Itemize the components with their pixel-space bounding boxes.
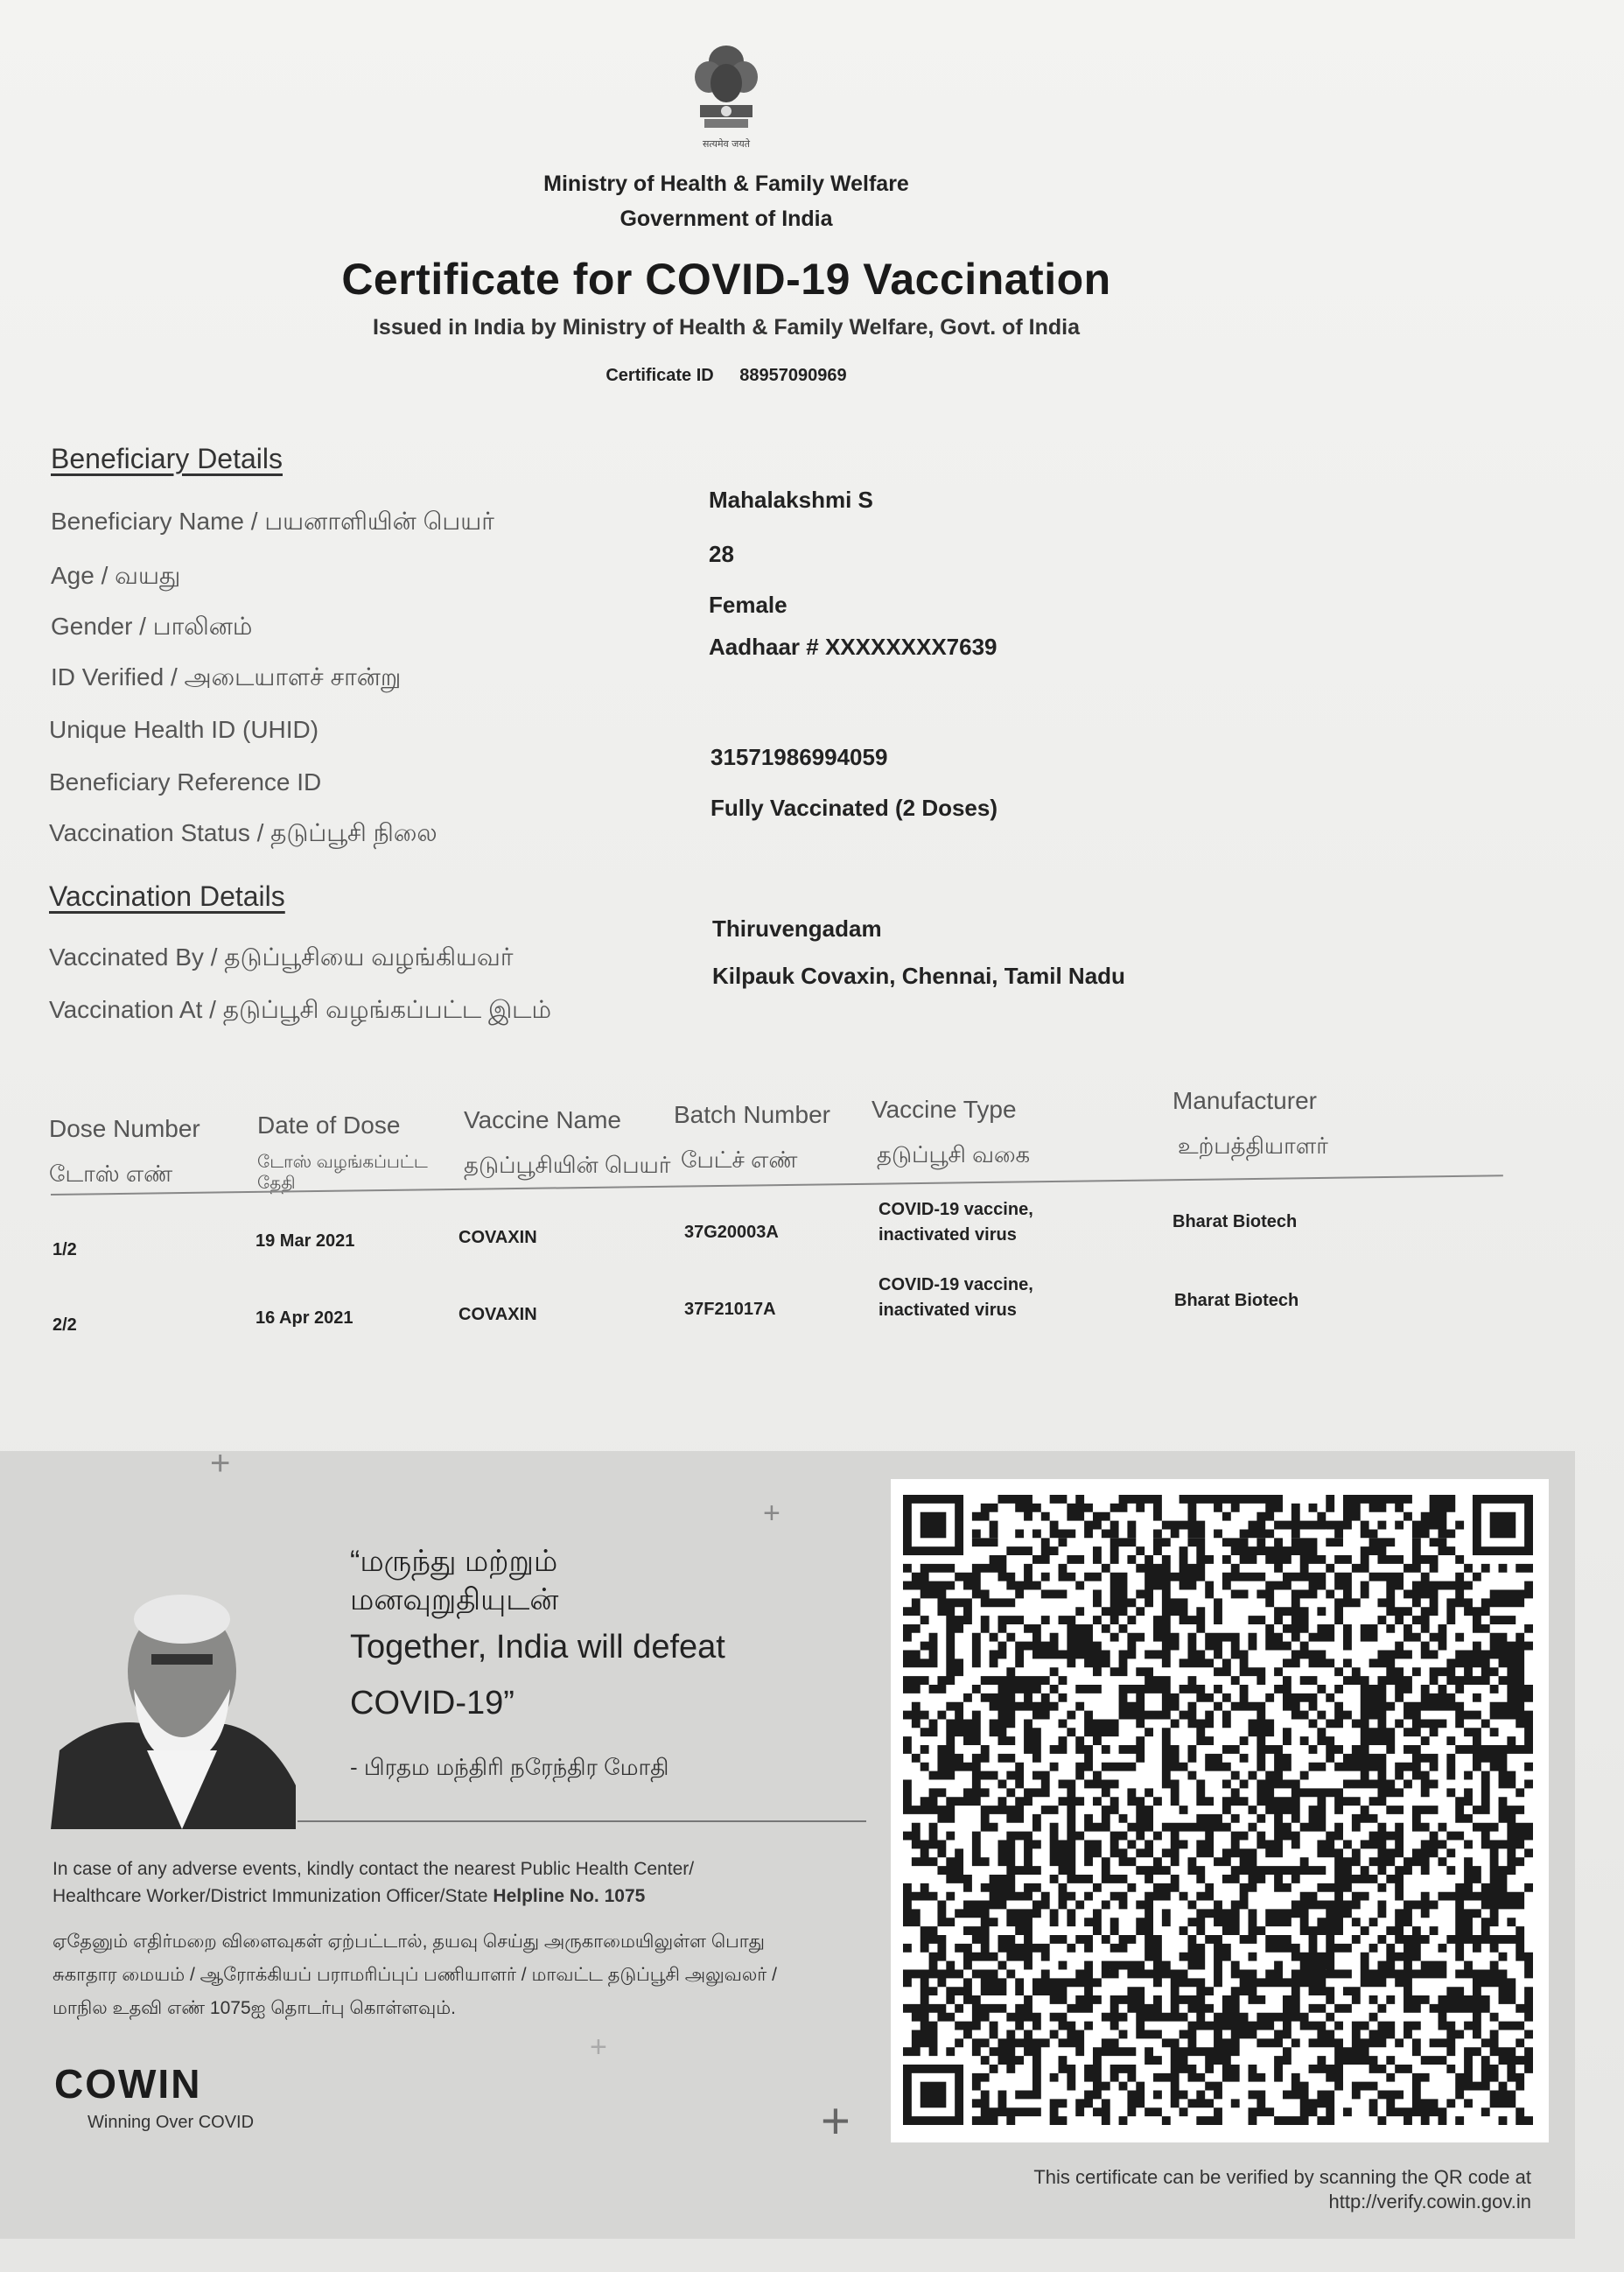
dose-1-number: 1/2 xyxy=(52,1240,77,1259)
value-gender: Female xyxy=(709,592,788,618)
value-vaccination-status: Fully Vaccinated (2 Doses) xyxy=(710,795,998,821)
dose-1-type-line2: inactivated virus xyxy=(878,1225,1017,1245)
plus-decoration-icon: + xyxy=(210,1444,231,1483)
qr-code-panel xyxy=(891,1479,1549,2142)
label-uhid: Unique Health ID (UHID) xyxy=(49,716,319,743)
label-age: Age / வயது xyxy=(51,562,181,589)
qr-finder-pattern xyxy=(1490,1512,1516,1539)
quote-attribution: - பிரதம மந்திரி நரேந்திர மோதி xyxy=(350,1754,669,1780)
verify-url: http://verify.cowin.gov.in xyxy=(1328,2191,1531,2212)
emblem-caption: सत्यमेव जयते xyxy=(702,138,751,150)
government-line: Government of India xyxy=(620,207,833,231)
value-vaccinated-by: Thiruvengadam xyxy=(712,915,882,942)
col-batch-number: Batch Number xyxy=(674,1101,830,1128)
plus-decoration-icon: + xyxy=(763,1497,780,1530)
adverse-events-tamil xyxy=(52,1925,875,2025)
label-vaccination-at: Vaccination At / தடுப்பூசி வழங்கப்பட்ட இடம் xyxy=(49,996,551,1023)
dose-1-vaccine-name: COVAXIN xyxy=(458,1228,537,1247)
col-date-of-dose-ta: டோஸ் வழங்கப்பட்ட தேதி xyxy=(257,1153,428,1193)
quote-english-line2: COVID-19” xyxy=(350,1685,514,1722)
qr-modules xyxy=(903,1495,1533,2125)
dose-2-batch: 37F21017A xyxy=(684,1300,776,1319)
dose-1-batch: 37G20003A xyxy=(684,1223,779,1242)
issued-by: Issued in India by Ministry of Health & Family Welfare, Govt. of India xyxy=(372,315,1080,340)
certificate-title: Certificate for COVID-19 Vaccination xyxy=(341,255,1111,304)
footer-divider xyxy=(298,1820,866,1822)
col-vaccine-type-ta: தடுப்பூசி வகை xyxy=(877,1141,1031,1168)
verify-note xyxy=(875,2165,1531,2214)
dose-1-type xyxy=(878,1197,1033,1248)
dose-2-manufacturer: Bharat Biotech xyxy=(1174,1291,1299,1310)
quote-tamil-line1: “மருந்து மற்றும் xyxy=(350,1545,558,1578)
col-dose-number: Dose Number xyxy=(49,1115,200,1142)
certificate-id xyxy=(0,366,1452,386)
dose-1-manufacturer: Bharat Biotech xyxy=(1172,1212,1298,1231)
col-date-of-dose: Date of Dose xyxy=(257,1111,401,1139)
value-age: 28 xyxy=(709,541,734,567)
quote-english-line1: Together, India will defeat xyxy=(350,1629,725,1665)
adverse-ta-line2: சுகாதார மையம் / ஆரோக்கியப் பராமரிப்புப் பணியாளர் / மாவட்ட தடுப்பூசி அலுவலர் / xyxy=(52,1965,777,1985)
dose-2-type-line2: inactivated virus xyxy=(878,1301,1017,1320)
label-vaccination-status: Vaccination Status / தடுப்பூசி நிலை xyxy=(49,819,438,846)
national-emblem-icon xyxy=(682,35,770,166)
label-vaccinated-by: Vaccinated By / தடுப்பூசியை வழங்கியவர் xyxy=(49,943,514,971)
col-vaccine-type: Vaccine Type xyxy=(872,1096,1017,1123)
dose-2-date: 16 Apr 2021 xyxy=(256,1308,354,1328)
qr-finder-pattern xyxy=(920,1512,947,1539)
adverse-en-line2 xyxy=(52,1883,875,1910)
col-vaccine-name: Vaccine Name xyxy=(464,1106,622,1133)
plus-decoration-icon: + xyxy=(821,2093,850,2149)
label-gender: Gender / பாலினம் xyxy=(51,613,253,640)
label-reference-id: Beneficiary Reference ID xyxy=(49,768,322,796)
dose-1-type-line1: COVID-19 vaccine, xyxy=(878,1200,1033,1219)
col-manufacturer-ta: உற்பத்தியாளர் xyxy=(1178,1132,1328,1159)
adverse-en-line2-text: Healthcare Worker/District Immunization Officer/State xyxy=(52,1886,488,1906)
col-dose-number-ta: டோஸ் எண் xyxy=(49,1161,173,1187)
beneficiary-heading: Beneficiary Details xyxy=(51,443,283,474)
col-batch-number-ta: பேட்ச் எண் xyxy=(681,1147,798,1173)
value-vaccination-at: Kilpauk Covaxin, Chennai, Tamil Nadu xyxy=(712,963,1125,989)
qr-finder-pattern xyxy=(920,2082,947,2108)
vaccination-heading: Vaccination Details xyxy=(49,880,285,912)
pm-quote xyxy=(350,1542,840,1731)
quote-tamil-line2: மனவுறுதியுடன் xyxy=(350,1583,559,1616)
adverse-events-english xyxy=(52,1855,875,1910)
value-beneficiary-name: Mahalakshmi S xyxy=(709,487,873,513)
value-reference-id: 31571986994059 xyxy=(710,744,888,770)
cowin-tagline: Winning Over COVID xyxy=(88,2113,255,2132)
dose-1-date: 19 Mar 2021 xyxy=(256,1231,355,1251)
verify-line1: This certificate can be verified by scanning the QR code at xyxy=(1033,2166,1531,2188)
cowin-logo: COWIN xyxy=(54,2061,202,2107)
qr-code-icon xyxy=(891,1479,1549,2142)
dose-2-type-line1: COVID-19 vaccine, xyxy=(878,1275,1033,1294)
value-id-verified: Aadhaar # XXXXXXXX7639 xyxy=(709,634,998,660)
col-manufacturer: Manufacturer xyxy=(1172,1087,1317,1114)
helpline-number: Helpline No. 1075 xyxy=(493,1886,646,1906)
dose-2-vaccine-name: COVAXIN xyxy=(458,1305,537,1324)
label-id-verified: ID Verified / அடையாளச் சான்று xyxy=(51,663,402,691)
certificate-id-value: 88957090969 xyxy=(739,366,847,385)
label-beneficiary-name: Beneficiary Name / பயனாளியின் பெயர் xyxy=(51,508,494,535)
col-vaccine-name-ta: தடுப்பூசியின் பெயர் xyxy=(464,1152,671,1178)
ministry-name xyxy=(0,166,1452,236)
dose-2-number: 2/2 xyxy=(52,1315,77,1335)
certificate-id-label: Certificate ID xyxy=(606,366,714,385)
dose-2-type xyxy=(878,1273,1033,1323)
prime-minister-portrait xyxy=(51,1575,296,1829)
ministry-line: Ministry of Health & Family Welfare xyxy=(543,172,909,196)
adverse-en-line1: In case of any adverse events, kindly contact the nearest Public Health Center/ xyxy=(52,1859,695,1879)
plus-decoration-icon: + xyxy=(590,2030,607,2064)
adverse-ta-line1: ஏதேனும் எதிர்மறை விளைவுகள் ஏற்பட்டால், தயவு செய்து அருகாமையிலுள்ள பொது xyxy=(52,1932,765,1952)
adverse-ta-line3: மாநில உதவி எண் 1075ஐ தொடர்பு கொள்ளவும். xyxy=(52,1998,456,2018)
